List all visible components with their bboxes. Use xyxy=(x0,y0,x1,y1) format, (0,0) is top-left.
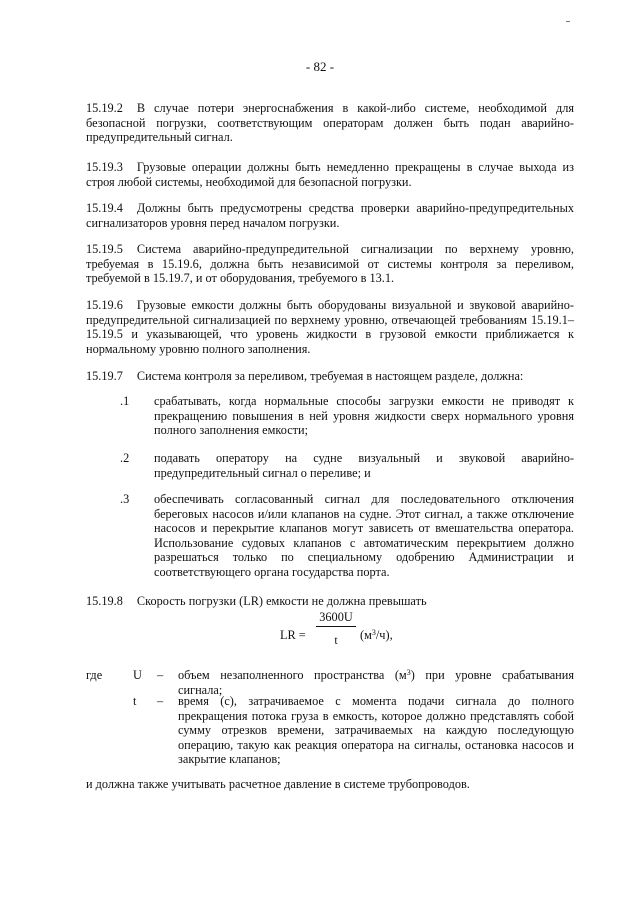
formula-unit: $(м^3/ч)$, xyxy=(360,628,393,642)
definition-dash: – xyxy=(157,668,164,682)
paragraph-15-19-6 xyxy=(86,298,574,356)
formula-denominator: t xyxy=(334,633,338,647)
paragraph-15-19-8 xyxy=(86,594,574,609)
formula-fraction xyxy=(316,610,356,648)
formula-lhs: LR = xyxy=(280,628,306,642)
definition-text: объем незаполненного пространства $(м^3)$ при уровне срабатывания сигнала; xyxy=(178,668,574,697)
paragraph-15-19-3 xyxy=(86,160,574,189)
paragraph-text: Система аварийно-предупредительной сигнализации по верхнему уровню, требуемая в 15.19.6, должна быть независимой от системы контроля за переливом, требуемой в 15.19.7, и от оборудования, требуемого в 13.1. xyxy=(86,242,574,286)
paragraph-number: 15.19.8 xyxy=(86,594,123,608)
definition-symbol: U xyxy=(133,668,142,682)
closing-paragraph: и должна также учитывать расчетное давление в системе трубопроводов. xyxy=(86,777,470,791)
paragraph-number: 15.19.7 xyxy=(86,369,123,383)
paragraph-text: Скорость погрузки (LR) емкости не должна превышать xyxy=(136,594,427,608)
formula-numerator: 3600U xyxy=(316,610,356,627)
definitions-where-label: где xyxy=(86,668,103,682)
paragraph-text: Должны быть предусмотрены средства проверки аварийно-предупредительных сигнализаторов уровня перед началом погрузки. xyxy=(86,201,574,230)
paragraph-number: 15.19.3 xyxy=(86,160,123,174)
paragraph-15-19-7 xyxy=(86,369,574,384)
definition-dash: – xyxy=(157,694,164,708)
paragraph-15-19-5 xyxy=(86,242,574,286)
list-marker: .3 xyxy=(120,492,130,506)
definition-text: время (с), затрачиваемое с момента подачи сигнала до полного прекращения потока груза в емкость, которое должно представлять собой сумму отрезков времени, затрачиваемых на каждую последующую операцию, такую как реакция оператора на сигналы, остановка насосов и закрытие клапанов; xyxy=(178,694,574,767)
paragraph-number: 15.19.6 xyxy=(86,298,123,312)
list-item-text: обеспечивать согласованный сигнал для последовательного отключения береговых насосов и/или клапанов на судне. Этот сигнал, а также отключение насосов и перекрытие клапанов могут зависеть от вмешательства оператора. Использование судовых клапанов с автоматическим перекрытием должно разрешаться только по специальному одобрению Администрации и соответствующего органа государства порта. xyxy=(154,492,574,579)
scan-mark xyxy=(566,21,570,22)
paragraph-15-19-4 xyxy=(86,201,574,230)
list-marker: .1 xyxy=(120,394,130,408)
paragraph-number: 15.19.4 xyxy=(86,201,123,215)
definition-symbol: t xyxy=(133,694,137,708)
paragraph-number: 15.19.5 xyxy=(86,242,123,256)
list-item-text: срабатывать, когда нормальные способы загрузки емкости не приводят к прекращению повышения в ней уровня жидкости сверх нормального уровня полного заполнения емкости; xyxy=(154,394,574,438)
paragraph-text: Грузовые операции должны быть немедленно прекращены в случае выхода из строя любой системы, необходимой для безопасной погрузки. xyxy=(86,160,574,189)
paragraph-text: Грузовые емкости должны быть оборудованы визуальной и звуковой аварийно-предупредительной сигнализацией по верхнему уровню, отвечающей требованиям 15.19.1–15.19.5 и указывающей, что уровень жидкости в грузовой емкости приближается к нормальному уровню полного заполнения. xyxy=(86,298,574,356)
paragraph-15-19-2 xyxy=(86,101,574,145)
list-item-text: подавать оператору на судне визуальный и звуковой аварийно-предупредительный сигнал о переливе; и xyxy=(154,451,574,480)
paragraph-text: Система контроля за переливом, требуемая в настоящем разделе, должна: xyxy=(136,369,524,383)
list-marker: .2 xyxy=(120,451,130,465)
page-number: - 82 - xyxy=(305,59,335,74)
paragraph-number: 15.19.2 xyxy=(86,101,123,115)
paragraph-text: В случае потери энергоснабжения в какой-либо системе, необходимой для безопасной погрузки, соответствующим операторам должен быть подан аварийно-предупредительный сигнал. xyxy=(86,101,574,145)
loading-rate-formula xyxy=(280,610,440,652)
